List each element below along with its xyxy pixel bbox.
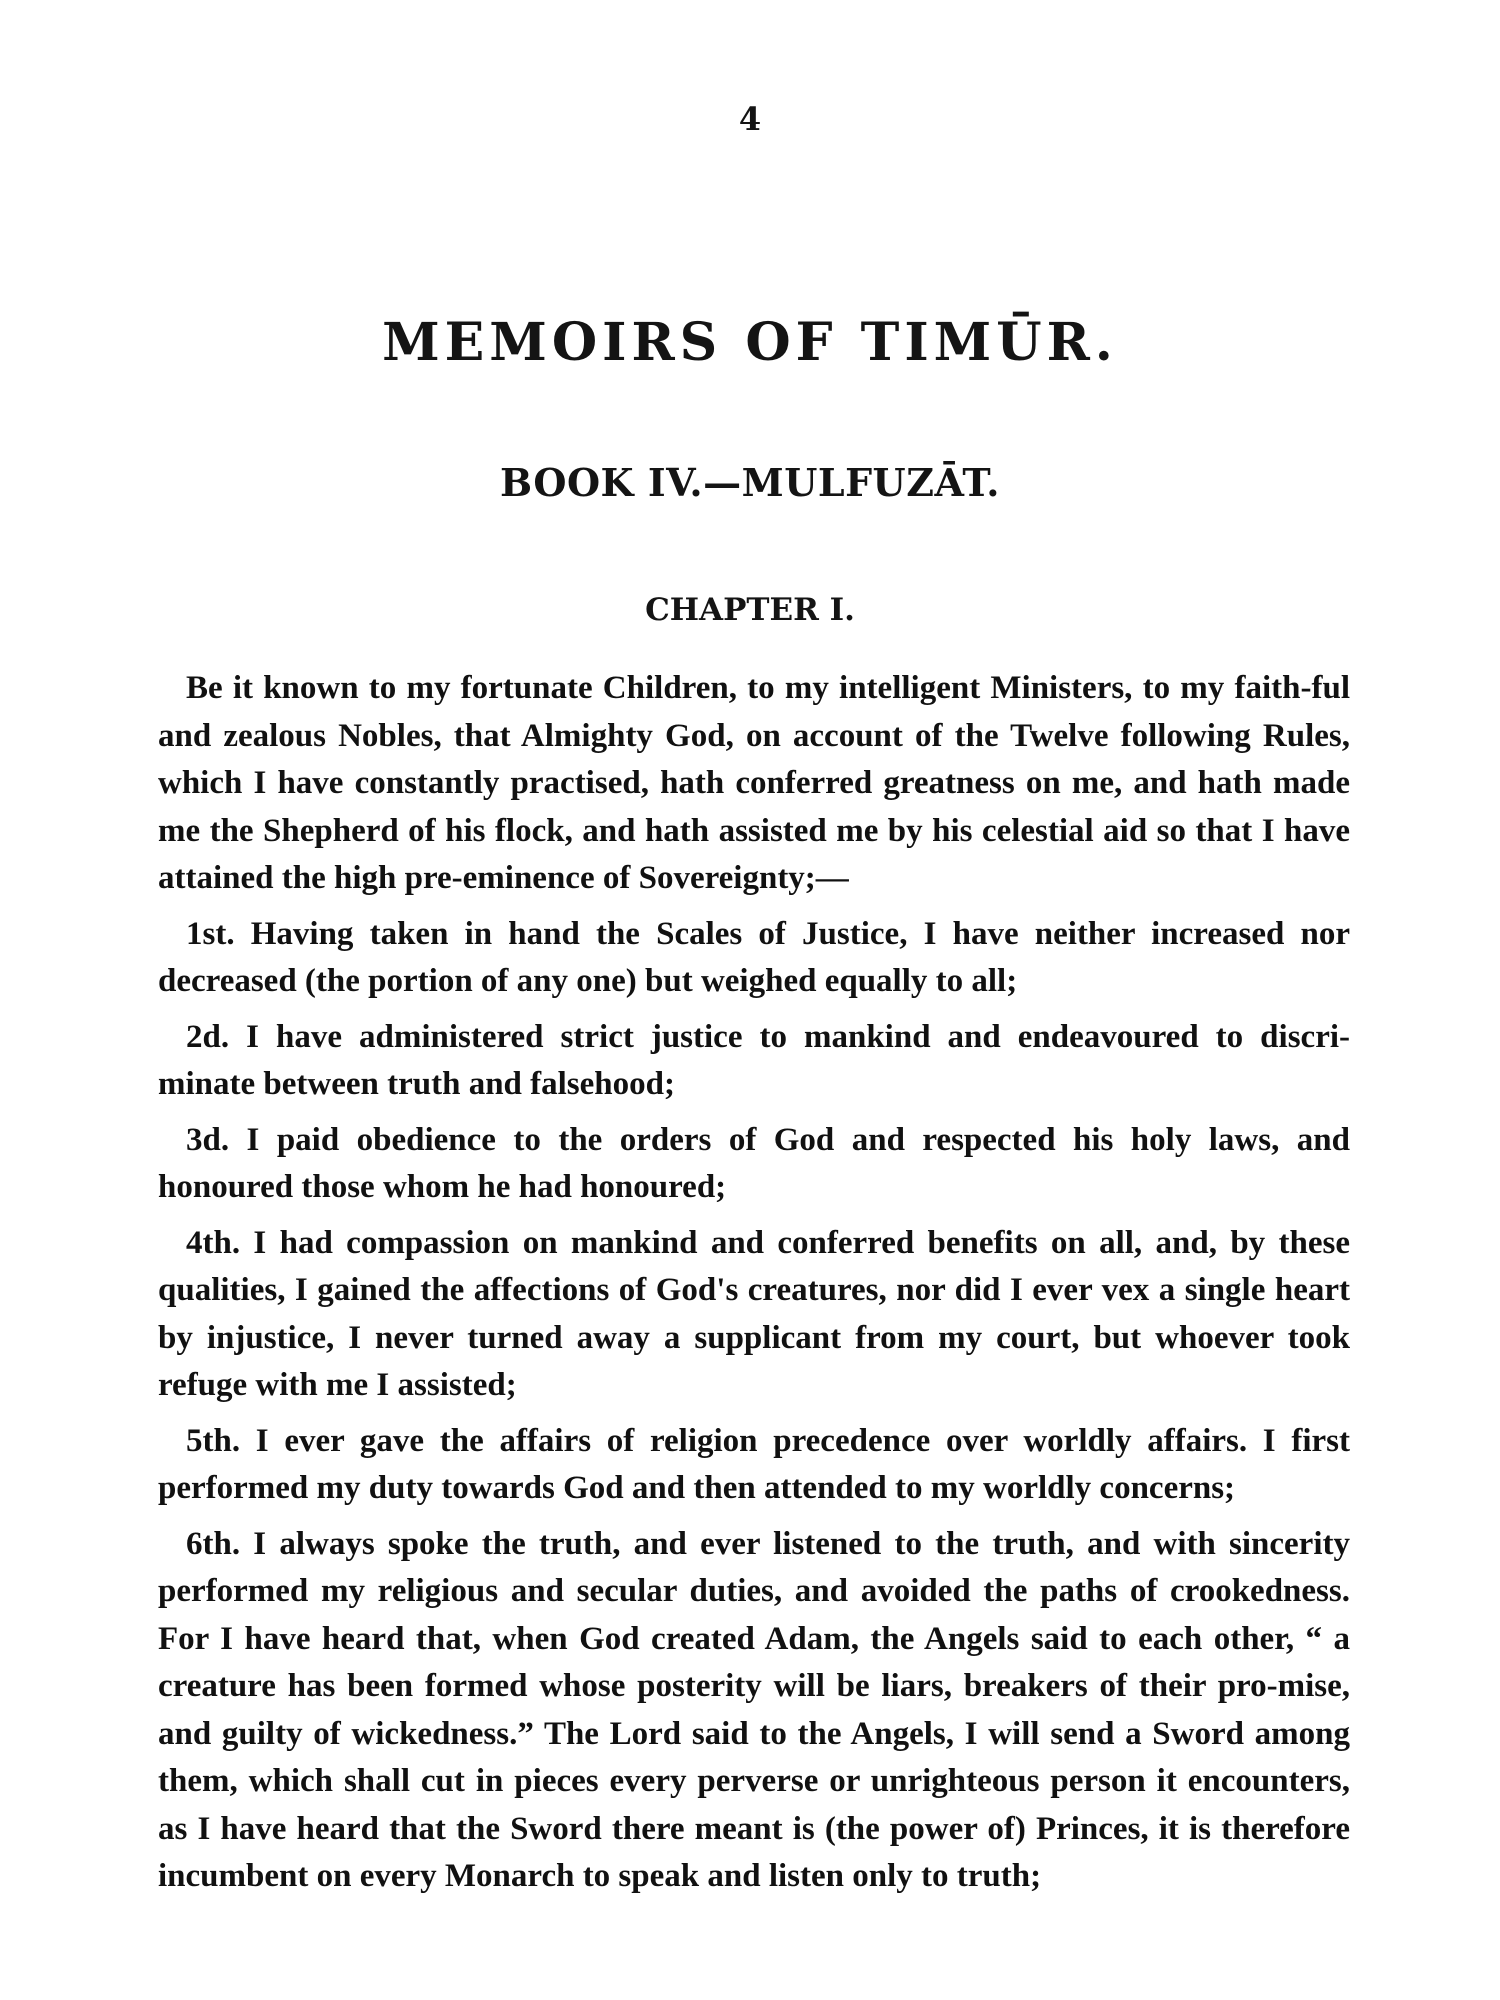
page-number: 4 <box>738 100 762 138</box>
chapter-body <box>158 665 1350 1909</box>
book-title: MEMOIRS OF TIMŪR. <box>382 312 1118 373</box>
rule-paragraph-5: 5th. I ever gave the affairs of religion precedence over worldly affairs. I first performed my duty towards God and then attended to my worldly concerns; <box>158 1422 1350 1506</box>
intro-paragraph: Be it known to my fortunate Children, to my intelligent Ministers, to my faith-ful and zealous Nobles, that Almighty God, on account of the Twelve following Rules, which I have constantly practised, hath conferred greatness on me, and hath made me the Shepherd of his flock, and hath assisted me by his celestial aid so that I have attained the high pre-eminence of Sovereignty;— <box>158 670 1350 896</box>
rule-paragraph-3: 3d. I paid obedience to the orders of God and respected his holy laws, and honoured those whom he had honoured; <box>158 1121 1350 1205</box>
rule-paragraph-2: 2d. I have administered strict justice to mankind and endeavoured to discri-minate between truth and falsehood; <box>158 1018 1350 1102</box>
chapter-heading: CHAPTER I. <box>645 592 855 628</box>
rule-paragraph-1: 1st. Having taken in hand the Scales of Justice, I have neither increased nor decreased (the portion of any one) but weighed equally to all; <box>158 915 1350 999</box>
book-heading: BOOK IV.—MULFUZĀT. <box>500 460 1000 505</box>
rule-paragraph-6: 6th. I always spoke the truth, and ever listened to the truth, and with sincerity performed my religious and secular duties, and avoided the paths of crookedness. For I have heard that, when God created Adam, the Angels said to each other, “ a creature has been formed whose posterity will be liars, breakers of their pro-mise, and guilty of wickedness.” The Lord said to the Angels, I will send a Sword among them, which shall cut in pieces every perverse or unrighteous person it encounters, as I have heard that the Sword there meant is (the power of) Princes, it is therefore incumbent on every Monarch to speak and listen only to truth; <box>158 1525 1350 1894</box>
rule-paragraph-4: 4th. I had compassion on mankind and conferred benefits on all, and, by these qualities, I gained the affections of God's creatures, nor did I ever vex a single heart by injustice, I never turned away a supplicant from my court, but whoever took refuge with me I assisted; <box>158 1224 1350 1403</box>
